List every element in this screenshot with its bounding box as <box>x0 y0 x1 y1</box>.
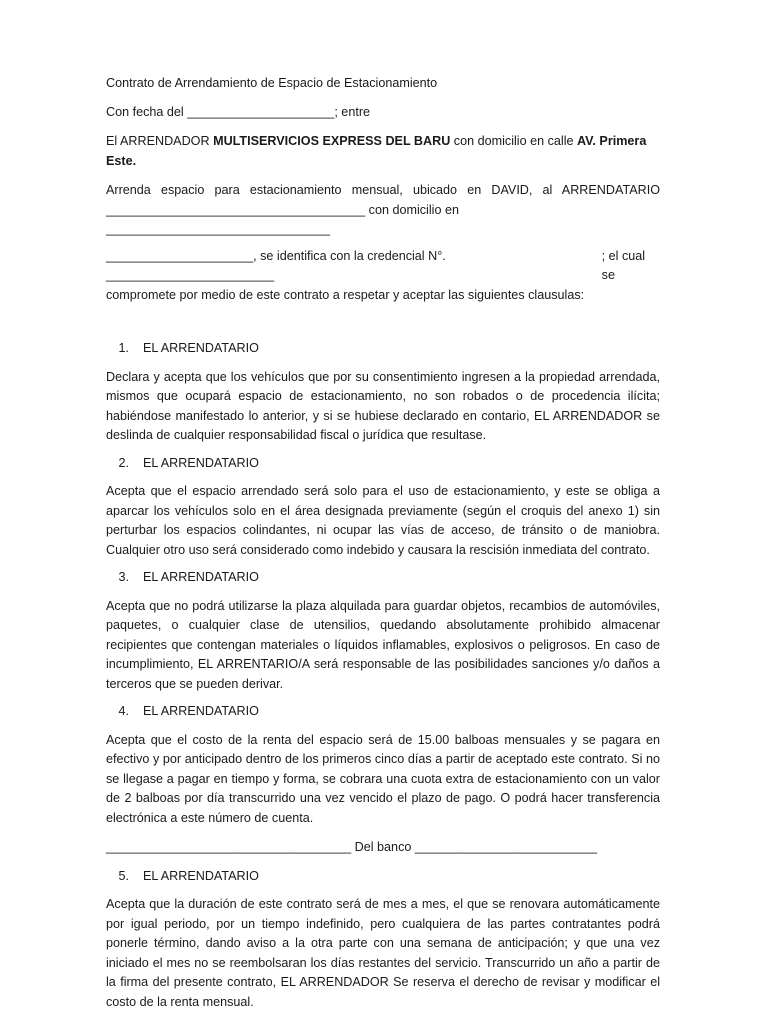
contract-document <box>106 74 660 1020</box>
rent-paragraph <box>106 181 660 240</box>
clause-title: EL ARRENDATARIO <box>143 868 259 883</box>
date-blank: _____________________ <box>187 104 335 119</box>
id-paragraph <box>106 247 660 306</box>
clause-number: 4. <box>118 704 129 718</box>
tenant-address-blank: ________________________________ <box>106 222 331 236</box>
account-line <box>106 838 660 858</box>
id-line-1 <box>106 247 660 286</box>
clause-number: 5. <box>118 868 129 883</box>
clause-title: EL ARRENDATARIO <box>143 570 259 584</box>
document-title: Contrato de Arrendamiento de Espacio de Estacionamiento <box>106 76 438 90</box>
clause-body: Acepta que no podrá utilizarse la plaza alquilada para guardar objetos, recambios de automóviles, paquetes, o cualquier clase de utensilios, quedando absolutamente prohibido almacenar recipientes que contengan materiales o líquidos inflamables, explosivos o peligrosos. En caso de incumplimiento, EL ARRENTARIO/A será responsable de las posibilidades sanciones y/o daños a terceros que se pueden derivar. <box>106 598 660 691</box>
date-line <box>106 103 660 123</box>
clause-heading <box>106 702 660 722</box>
clause-number: 2. <box>118 455 129 470</box>
id-suffix: ; el cual se <box>601 248 646 282</box>
account-number-blank: ___________________________________ <box>106 840 352 854</box>
clause-title: EL ARRENDATARIO <box>143 455 259 470</box>
clause-body: Acepta que el espacio arrendado será solo para el uso de estacionamiento, y este se obliga a aparcar los vehículos solo en el área designada previamente (según el croquis del anexo 1) sin perturbar los espacios colindantes, ni ocupar las vías de acceso, de tránsito o de maniobra. Cualquier otro uso será considerado como indebido y causara la rescisión inmediata del contrato. <box>106 484 660 557</box>
clause-number: 1. <box>118 341 129 355</box>
clause-body: Acepta que el costo de la renta del espacio será de 15.00 balboas mensuales y se pagara en efectivo y por anticipado dentro de los primeros cinco días a partir de aceptado este contrato. Si no se llegase a pagar en tiempo y forma, se cobrara una cuota extra de estacionamiento con un valor de 2 balboas por día transcurrido una vez vencido el plazo de pago. O podrá hacer transferencia electrónica a este número de cuenta. <box>106 732 660 825</box>
landlord-name: MULTISERVICIOS EXPRESS DEL BARU <box>213 134 451 148</box>
id-line-2: compromete por medio de este contrato a respetar y aceptar las siguientes clausulas: <box>106 287 585 302</box>
landlord-prefix: El ARRENDADOR <box>106 134 214 148</box>
date-suffix: ; entre <box>334 104 371 119</box>
clause-body: Declara y acepta que los vehículos que por su consentimiento ingresen a la propiedad arrendada, mismos que ocupará espacio de estacionamiento, no son robados o de procedencia ilícita; habiéndose manifestado lo anterior, y si se hubiese declarado en contario, EL ARRENDADOR se deslinda de cualquier responsabilidad fiscal o jurídica que resultase. <box>106 369 660 442</box>
landlord-address: AV. Primera Este. <box>106 134 647 168</box>
rent-line-1: Arrenda espacio para estacionamiento mensual, ubicado en DAVID, al ARRENDATARIO <box>106 183 660 197</box>
id-text: , se identifica con la credencial N°. <box>253 248 446 263</box>
landlord-line <box>106 132 660 171</box>
clause-heading <box>106 568 660 588</box>
clause-body: Acepta que la duración de este contrato será de mes a mes, el que se renovara automáticamente por igual periodo, por un tiempo indefinido, pero cualquiera de las partes contratantes podrá ponerle término, dando aviso a la otra parte con una semana de anticipación; y que una vez iniciado el mes no se reembolsaran los días restantes del servicio. Transcurrido un año a partir de la firma del presente contrato, EL ARRENDADOR Se reserva el derecho de revisar y modificar el costo de la renta mensual. <box>106 897 660 1009</box>
landlord-mid: con domicilio en calle <box>450 134 578 148</box>
clause-title: EL ARRENDATARIO <box>143 341 259 355</box>
clause-heading <box>106 339 660 359</box>
clause-number: 3. <box>118 570 129 584</box>
id-name-blank: _____________________ <box>106 248 254 263</box>
rent-line-2 <box>106 201 660 240</box>
bank-name-blank: __________________________ <box>414 840 597 854</box>
id-number-blank: ________________________ <box>106 268 275 282</box>
clause-title: EL ARRENDATARIO <box>143 704 259 718</box>
tenant-name-blank: _____________________________________ <box>106 202 366 217</box>
clause-heading <box>106 454 660 474</box>
rent-domicile: con domicilio en <box>365 202 459 217</box>
clause-heading <box>106 867 660 887</box>
date-prefix: Con fecha del <box>106 104 188 119</box>
bank-label: Del banco <box>351 840 415 854</box>
